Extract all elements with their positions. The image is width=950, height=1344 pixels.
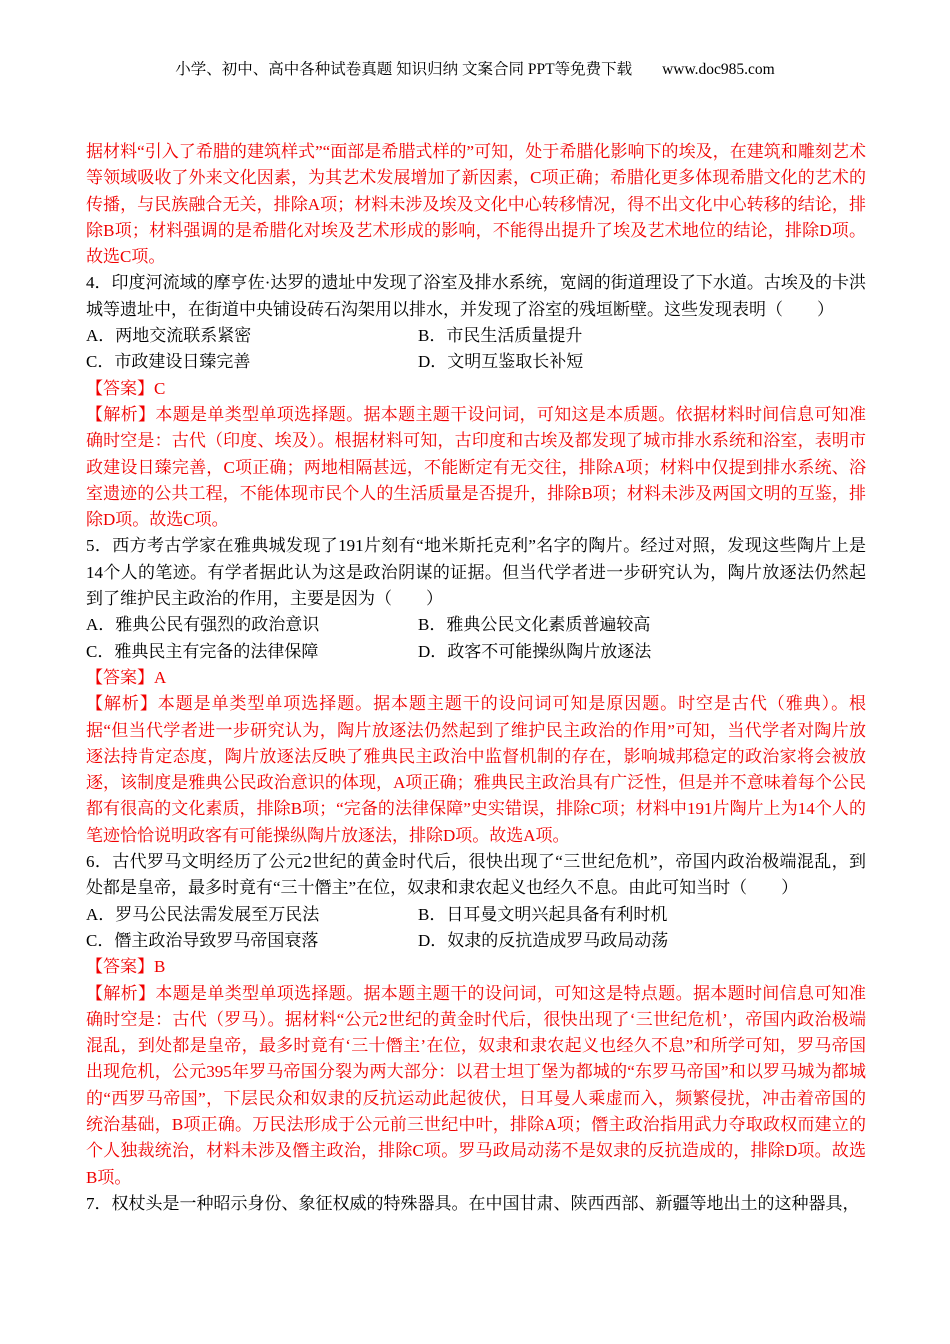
question-7-stem: [86, 1191, 866, 1217]
question-6-options-row-2: [86, 928, 866, 954]
question-4-answer-label: 【答案】: [86, 378, 154, 398]
question-4-number: 4．: [86, 273, 112, 293]
question-5-analysis-text: 本题是单类型单项选择题。据本题主题干的设问词可知是原因题。时空是古代（雅典）。根据“但当代学者进一步研究认为，陶片放逐法仍然起到了维护民主政治的作用”可知，当代学者对陶片放逐法持肯定态度，陶片放逐法反映了雅典民主政治中监督机制的存在，影响城邦稳定的政治家将会被放逐，该制度是雅典公民政治意识的体现，A项正确；雅典民主政治具有广泛性，但是并不意味着每个公民都有很高的文化素质，排除B项；“完备的法律保障”史实错误，排除C项；材料中191片陶片上为14个人的笔迹恰恰说明政客有可能操纵陶片放逐法，排除D项。故选A项。: [86, 694, 867, 845]
question-6-analysis: [86, 981, 866, 1191]
question-4-option-a: A．两地交流联系紧密: [86, 326, 252, 346]
question-5-options: [86, 612, 866, 665]
question-6-stem-text: 古代罗马文明经历了公元2世纪的黄金时代后，很快出现了“三世纪危机”，帝国内政治极端混乱，到处都是皇帝，最多时竟有“三十僭主”在位，奴隶和隶农起义也经久不息。由此可知当时（ ）: [86, 852, 867, 898]
question-3-analysis-continued: 据材料“引入了希腊的建筑样式”“面部是希腊式样的”可知，处于希腊化影响下的埃及，在建筑和雕刻艺术等领域吸收了外来文化因素，为其艺术发展增加了新因素，C项正确；希腊化更多体现希腊文化的艺术的传播，与民族融合无关，排除A项；材料未涉及埃及文化中心转移情况，得不出文化中心转移的结论，排除B项；材料强调的是希腊化对埃及艺术形成的影响，不能得出提升了埃及艺术地位的结论，排除D项。故选C项。: [86, 142, 866, 267]
question-4-stem: [86, 270, 866, 323]
question-6-options: [86, 902, 866, 955]
question-4-analysis-label: 【解析】: [86, 404, 156, 424]
question-6-number: 6．: [86, 852, 113, 872]
question-6-analysis-label: 【解析】: [86, 983, 156, 1003]
question-4-answer: [86, 376, 866, 402]
question-5-answer: [86, 665, 866, 691]
question-6-answer-label: 【答案】: [86, 957, 154, 977]
question-5-stem: [86, 533, 866, 612]
question-6: [86, 849, 866, 1191]
question-5-option-b: B．雅典公民文化素质普遍较高: [418, 615, 651, 635]
question-4-options-row-2: [86, 349, 866, 375]
question-5-option-c: C．雅典民主有完备的法律保障: [86, 641, 319, 661]
question-5-option-d: D．政客不可能操纵陶片放逐法: [418, 641, 652, 661]
question-5-analysis: [86, 691, 866, 849]
question-4-analysis: [86, 402, 866, 533]
question-6-answer: [86, 954, 866, 980]
question-6-option-b: B．日耳曼文明兴起具备有利时机: [418, 904, 668, 924]
question-6-option-c: C．僭主政治导致罗马帝国衰落: [86, 930, 319, 950]
question-4: [86, 270, 866, 533]
question-6-analysis-text: 本题是单类型单项选择题。据本题主题干的设问词，可知这是特点题。据本题时间信息可知准确时空是：古代（罗马）。据材料“公元2世纪的黄金时代后，很快出现了‘三世纪危机’，帝国内政治极端混乱，到处都是皇帝，最多时竟有‘三十僭主’在位，奴隶和隶农起义也经久不息”和所学可知，罗马帝国出现危机，公元395年罗马帝国分裂为两大部分：以君士坦丁堡为都城的“东罗马帝国”和以罗马城为都城的“西罗马帝国”，下层民众和奴隶的反抗运动此起彼伏，日耳曼人乘虚而入，频繁侵扰，冲击着帝国的统治基础，B项正确。万民法形成于公元前三世纪中叶，排除A项；僭主政治指用武力夺取政权而建立的个人独裁统治，材料未涉及僭主政治，排除C项。罗马政局动荡不是奴隶的反抗造成的，排除D项。故选B项。: [86, 983, 867, 1187]
question-5-answer-label: 【答案】: [86, 667, 154, 687]
page-header: [0, 60, 950, 80]
question-7-stem-text: 权杖头是一种昭示身份、象征权威的特殊器具。在中国甘肃、陕西西部、新疆等地出土的这种器具，: [111, 1193, 860, 1213]
question-6-options-row-1: [86, 902, 866, 928]
question-6-option-a: A．罗马公民法需发展至万民法: [86, 904, 320, 924]
question-4-option-d: D．文明互鉴取长补短: [418, 352, 584, 372]
question-4-stem-text: 印度河流域的摩亨佐·达罗的遗址中发现了浴室及排水系统，宽阔的街道理设了下水道。古埃及的卡洪城等遗址中，在街道中央铺设砖石沟架用以排水，并发现了浴室的残垣断壁。这些发现表明（ ）: [86, 273, 866, 319]
document-body: [86, 139, 866, 1217]
question-5-answer-value: A: [154, 667, 167, 687]
question-5-stem-text: 西方考古学家在雅典城发现了191片刻有“地米斯托克利”名字的陶片。经过对照，发现这些陶片上是14个人的笔迹。有学者据此认为这是政治阴谋的证据。但当代学者进一步研究认为，陶片放逐法仍然起到了维护民主政治的作用，主要是因为（ ）: [86, 536, 867, 609]
question-4-options: [86, 323, 866, 376]
question-5-analysis-label: 【解析】: [86, 694, 158, 714]
question-4-option-c: C．市政建设日臻完善: [86, 352, 251, 372]
question-6-answer-value: B: [154, 957, 166, 977]
question-7-number: 7．: [86, 1193, 112, 1213]
question-5: [86, 533, 866, 849]
header-slogan: 小学、初中、高中各种试卷真题 知识归纳 文案合同 PPT等免费下载: [175, 61, 633, 78]
header-url: www.doc985.com: [662, 61, 775, 78]
question-4-options-row-1: [86, 323, 866, 349]
question-4-option-b: B．市民生活质量提升: [418, 326, 583, 346]
question-5-number: 5．: [86, 536, 113, 556]
question-4-answer-value: C: [154, 378, 166, 398]
question-5-options-row-2: [86, 639, 866, 665]
question-6-stem: [86, 849, 866, 902]
question-4-analysis-text: 本题是单类型单项选择题。据本题主题干设问词，可知这是本质题。依据材料时间信息可知准确时空是：古代（印度、埃及）。根据材料可知，古印度和古埃及都发现了城市排水系统和浴室，表明市政建设日臻完善，C项正确；两地相隔甚远，不能断定有无交往，排除A项；材料中仅提到排水系统、浴室遗迹的公共工程，不能体现市民个人的生活质量是否提升，排除B项；材料未涉及两国文明的互鉴，排除D项。故选C项。: [86, 404, 867, 530]
question-6-option-d: D．奴隶的反抗造成罗马政局动荡: [418, 930, 669, 950]
question-5-option-a: A．雅典公民有强烈的政治意识: [86, 615, 320, 635]
question-5-options-row-1: [86, 612, 866, 638]
